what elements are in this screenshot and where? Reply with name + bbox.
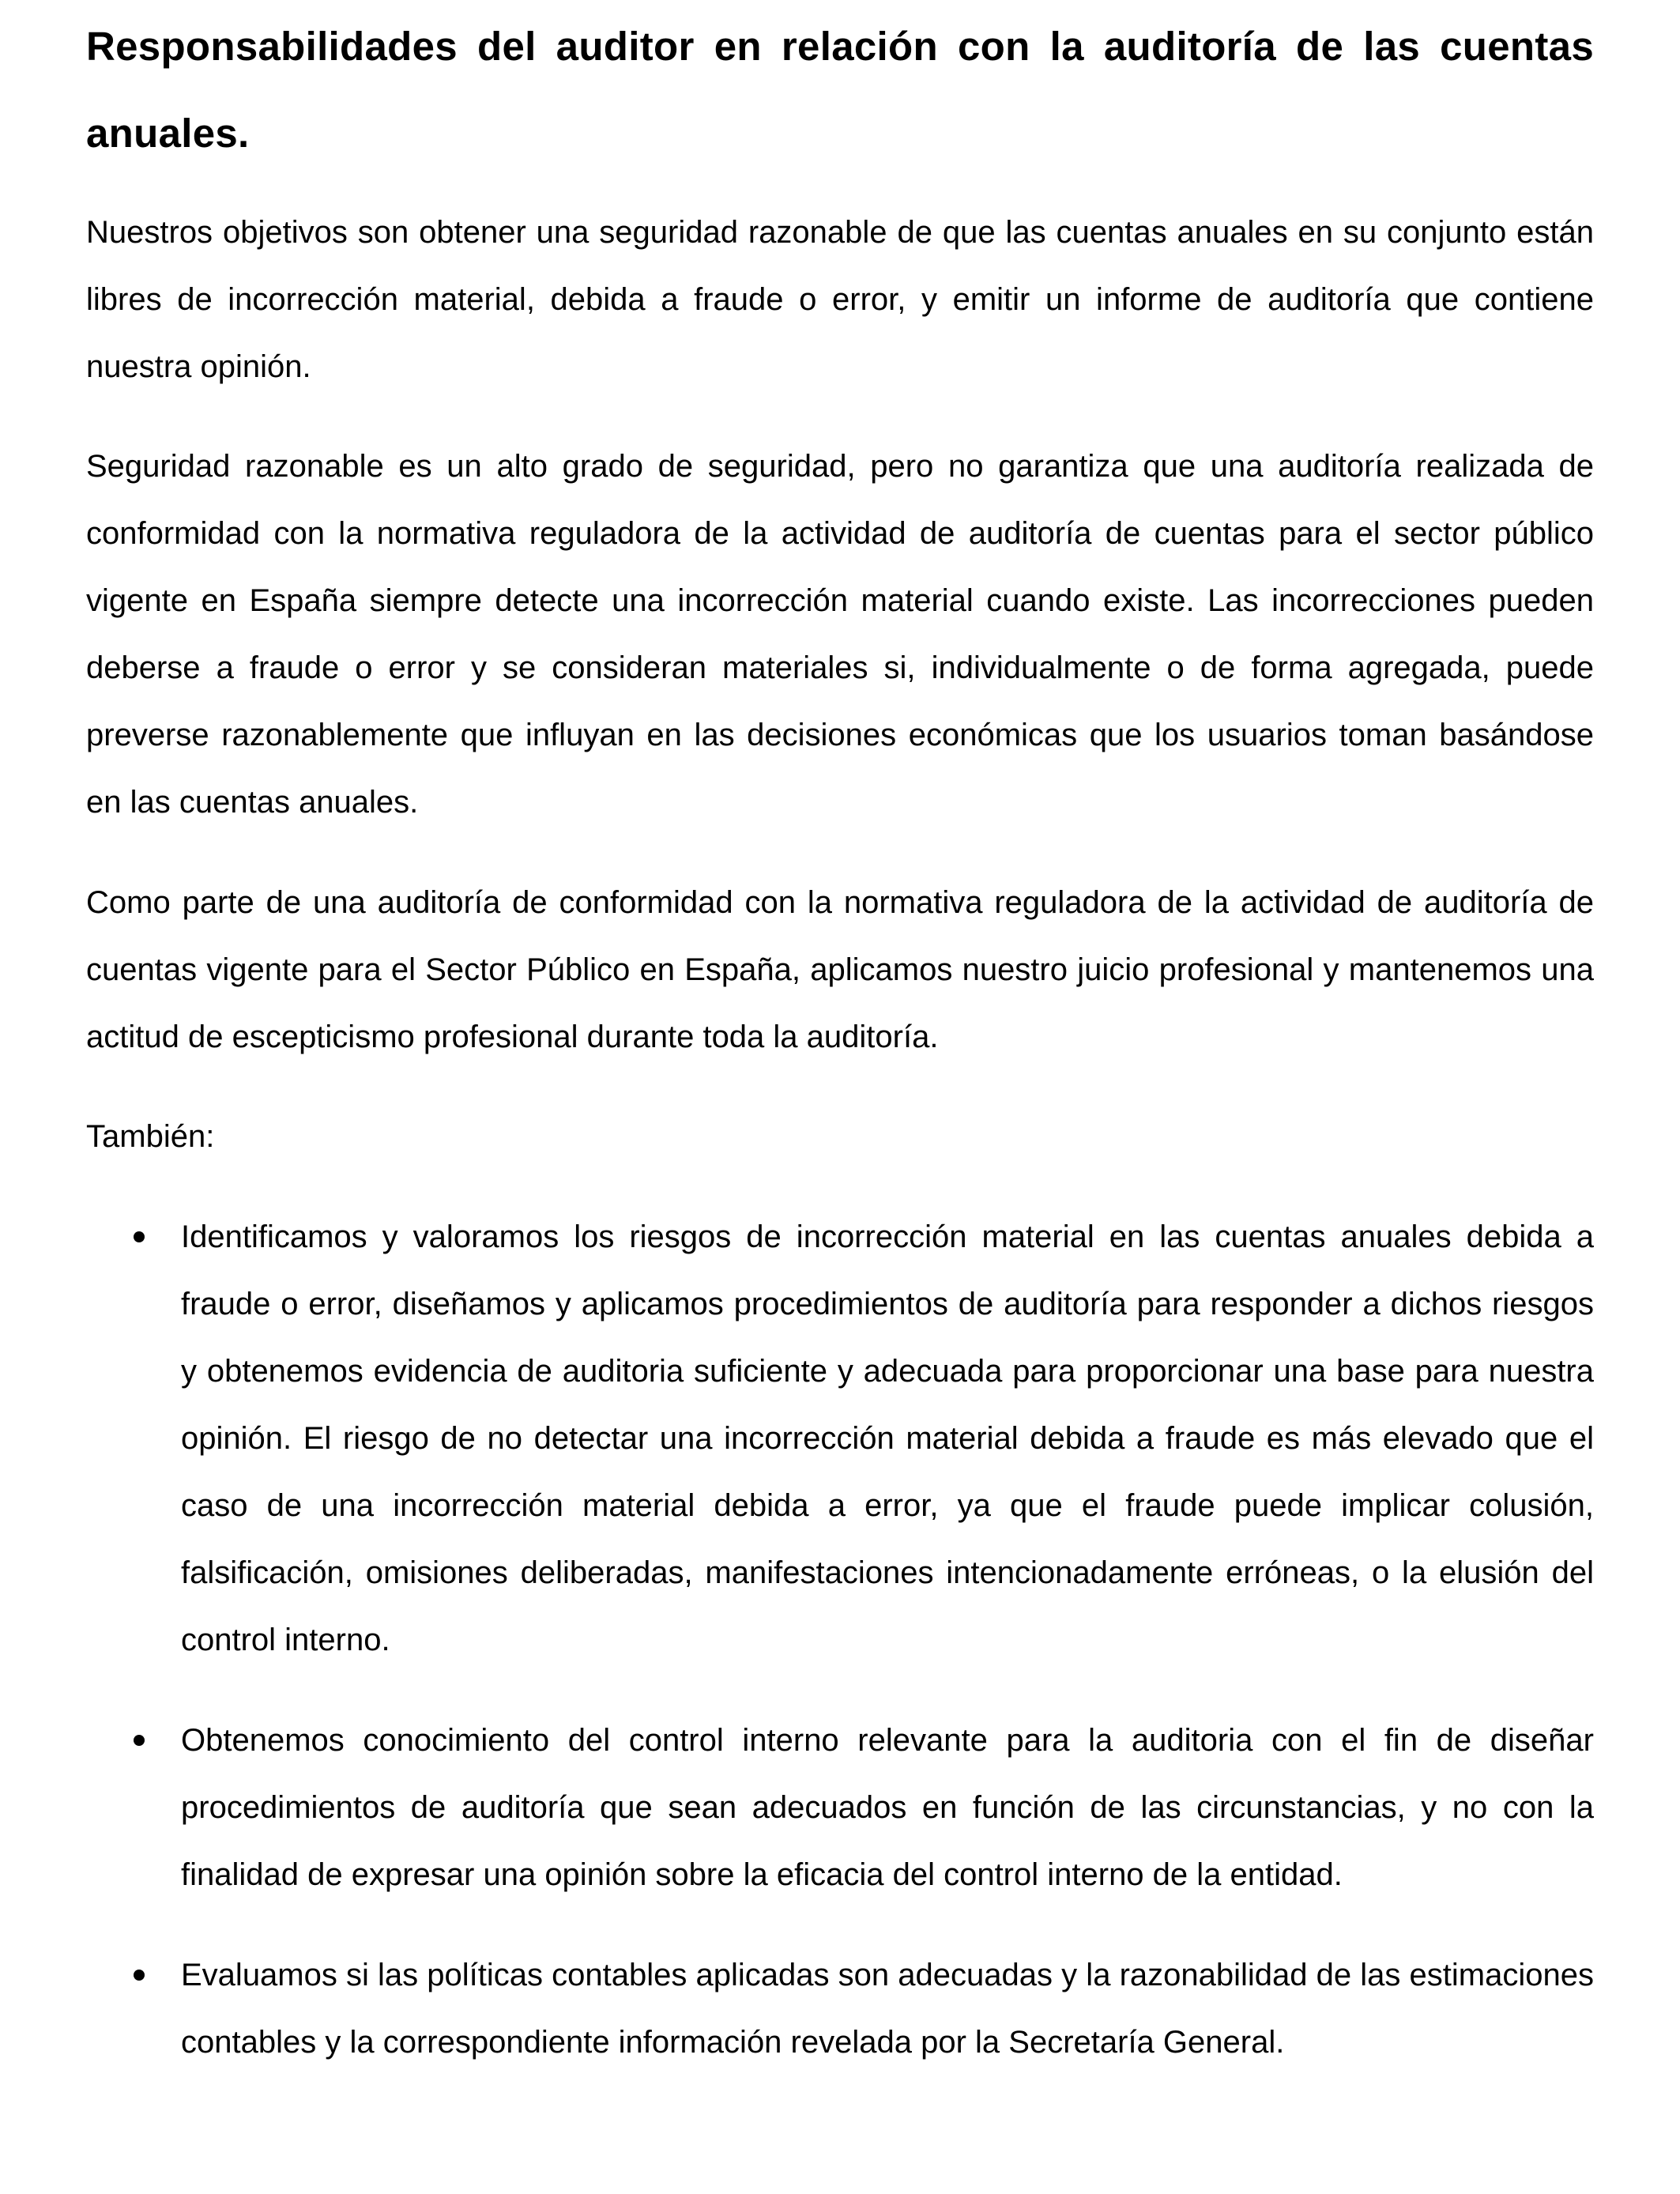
bullet-icon [134,1735,145,1746]
list-item-text: Identificamos y valoramos los riesgos de incorrección material en las cuentas anuales debida a fraude o error, diseñamos y aplicamos procedimientos de auditoría para responder a dichos riesgos y obtenemos evidencia de auditoria suficiente y adecuada para proporcionar una base para nuestra opinión. El riesgo de no detectar una incorrección material debida a fraude es más elevado que el caso de una incorrección material debida a error, ya que el fraude puede implicar colusión, falsificación, omisiones deliberadas, manifestaciones intencionadamente erróneas, o la elusión del control interno. [181,1220,1594,1657]
paragraph-reasonable-assurance: Seguridad razonable es un alto grado de seguridad, pero no garantiza que una auditoría realizada de conformidad con la normativa reguladora de la actividad de auditoría de cuentas para el sector público vigente en España siempre detecte una incorrección material cuando existe. Las incorrecciones pueden deberse a fraude o error y se consideran materiales si, individualmente o de forma agregada, puede preverse razonablemente que influyan en las decisiones económicas que los usuarios toman basándose en las cuentas anuales. [86,449,1594,820]
section-heading: Responsabilidades del auditor en relación con la auditoría de las cuentas anuales. [86,24,1594,156]
list-item-text: Evaluamos si las políticas contables aplicadas son adecuadas y la razonabilidad de las estimaciones contables y la correspondiente información revelada por la Secretaría General. [181,1958,1594,2060]
bullet-icon [134,1231,145,1242]
list-item [86,1204,1594,1674]
paragraph-also: También: [86,1119,215,1154]
bullet-icon [134,1970,145,1981]
paragraph-professional-judgment: Como parte de una auditoría de conformidad con la normativa reguladora de la actividad de auditoría de cuentas vigente para el Sector Público en España, aplicamos nuestro juicio profesional y mantenemos una actitud de escepticismo profesional durante toda la auditoría. [86,885,1594,1054]
list-item-text: Obtenemos conocimiento del control interno relevante para la auditoria con el fin de diseñar procedimientos de auditoría que sean adecuados en función de las circunstancias, y no con la finalidad de expresar una opinión sobre la eficacia del control interno de la entidad. [181,1723,1594,1892]
list-item [86,1942,1594,2076]
document-page [86,0,1594,2109]
responsibilities-list [86,1204,1594,2076]
list-item [86,1707,1594,1909]
paragraph-objectives: Nuestros objetivos son obtener una seguridad razonable de que las cuentas anuales en su conjunto están libres de incorrección material, debida a fraude o error, y emitir un informe de auditoría que contiene nuestra opinión. [86,215,1594,384]
